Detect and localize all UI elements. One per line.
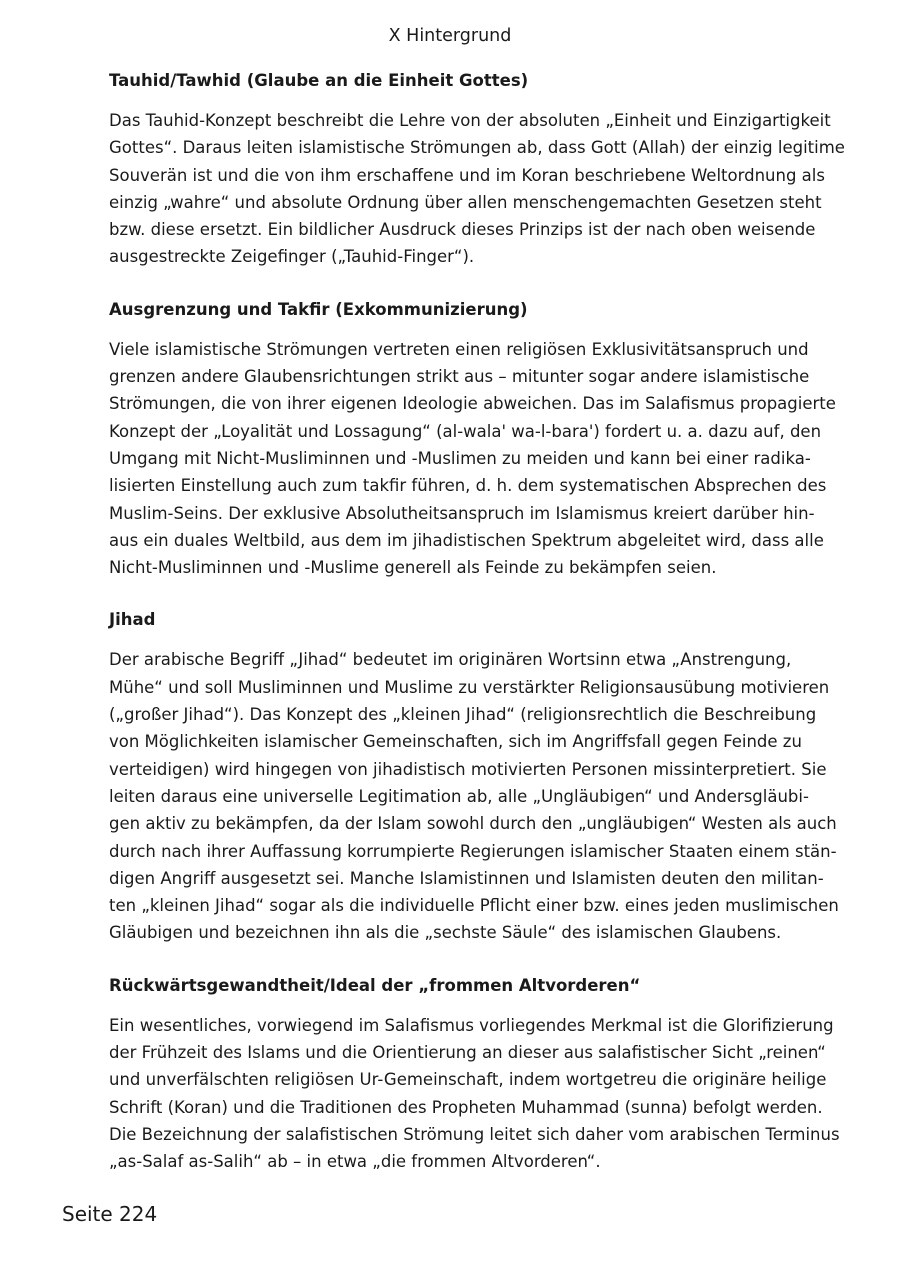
- text-line: einzig „wahre“ und absolute Ordnung über allen menschengemachten Gesetzen steht: [109, 192, 822, 212]
- text-line: aus ein duales Weltbild, aus dem im jihadistischen Spektrum abgeleitet wird, dass alle: [109, 530, 824, 550]
- text-line: Muslim-Seins. Der exklusive Absolutheitsanspruch im Islamismus kreiert darüber hin-: [109, 503, 815, 523]
- text-line: lisierten Einstellung auch zum takfir führen, d. h. dem systematischen Absprechen des: [109, 476, 827, 496]
- text-line: digen Angriff ausgesetzt sei. Manche Islamistinnen und Islamisten deuten den militan-: [109, 868, 824, 888]
- text-line: Nicht-Musliminnen und -Muslime generell als Feinde zu bekämpfen seien.: [109, 558, 717, 578]
- text-line: bzw. diese ersetzt. Ein bildlicher Ausdruck dieses Prinzips ist der nach oben weisende: [109, 220, 816, 240]
- text-line: grenzen andere Glaubensrichtungen strikt aus – mitunter sogar andere islamistische: [109, 367, 810, 387]
- text-line: ausgestreckte Zeigefinger („Tauhid-Finger“).: [109, 247, 475, 267]
- section-ausgrenzung-takfir: [109, 297, 849, 582]
- running-title: X Hintergrund: [388, 26, 512, 46]
- page-content: [109, 68, 849, 1176]
- text-line: Gläubigen und bezeichnen ihn als die „sechste Säule“ des islamischen Glaubens.: [109, 923, 782, 943]
- text-line: der Frühzeit des Islams und die Orientierung an dieser aus salafistischer Sicht „reinen“: [109, 1043, 826, 1063]
- text-line: durch nach ihrer Auffassung korrumpierte Regierungen islamischer Staaten einem stän-: [109, 841, 837, 861]
- text-line: Souverän ist und die von ihm erschaffene und im Koran beschriebene Weltordnung als: [109, 165, 825, 185]
- section-paragraph: [109, 336, 849, 582]
- section-rueckwaertsgewandtheit: [109, 973, 849, 1176]
- text-line: Der arabische Begriff „Jihad“ bedeutet im originären Wortsinn etwa „Anstrengung,: [109, 650, 792, 670]
- section-tauhid: [109, 68, 849, 271]
- section-jihad: [109, 607, 849, 946]
- text-line: „as-Salaf as-Salih“ ab – in etwa „die frommen Altvorderen“.: [109, 1152, 601, 1172]
- text-line: („großer Jihad“). Das Konzept des „kleinen Jihad“ (religionsrechtlich die Beschreibung: [109, 705, 817, 725]
- text-line: verteidigen) wird hingegen von jihadistisch motivierten Personen missinterpretiert. Sie: [109, 759, 827, 779]
- text-line: leiten daraus eine universelle Legitimation ab, alle „Ungläubigen“ und Andersgläubi-: [109, 786, 809, 806]
- text-line: Mühe“ und soll Musliminnen und Muslime zu verstärkter Religionsausübung motivieren: [109, 677, 830, 697]
- text-line: Die Bezeichnung der salafistischen Strömung leitet sich daher vom arabischen Terminus: [109, 1124, 840, 1144]
- page-number: Seite 224: [62, 1202, 158, 1226]
- text-line: Konzept der „Loyalität und Lossagung“ (al-wala' wa-l-bara') fordert u. a. dazu auf, den: [109, 421, 822, 441]
- section-paragraph: [109, 646, 849, 946]
- text-line: Ein wesentliches, vorwiegend im Salafismus vorliegendes Merkmal ist die Glorifizierung: [109, 1015, 834, 1035]
- section-heading: Tauhid/Tawhid (Glaube an die Einheit Gottes): [109, 71, 529, 90]
- section-paragraph: [109, 107, 849, 271]
- text-line: Strömungen, die von ihrer eigenen Ideologie abweichen. Das im Salafismus propagierte: [109, 394, 836, 414]
- text-line: gen aktiv zu bekämpfen, da der Islam sowohl durch den „ungläubigen“ Westen als auch: [109, 814, 837, 834]
- text-line: Umgang mit Nicht-Musliminnen und -Muslimen zu meiden und kann bei einer radika-: [109, 448, 811, 468]
- text-line: Viele islamistische Strömungen vertreten einen religiösen Exklusivitätsanspruch und: [109, 339, 809, 359]
- section-heading: Jihad: [109, 610, 156, 630]
- text-line: von Möglichkeiten islamischer Gemeinschaften, sich im Angriffsfall gegen Feinde zu: [109, 732, 802, 752]
- text-line: Das Tauhid-Konzept beschreibt die Lehre von der absoluten „Einheit und Einzigartigkeit: [109, 111, 831, 130]
- text-line: ten „kleinen Jihad“ sogar als die individuelle Pflicht einer bzw. eines jeden muslimischen: [109, 896, 839, 916]
- section-paragraph: [109, 1012, 849, 1176]
- text-line: Gottes“. Daraus leiten islamistische Strömungen ab, dass Gott (Allah) der einzig legitime: [109, 138, 845, 158]
- text-line: und unverfälschten religiösen Ur-Gemeinschaft, indem wortgetreu die originäre heilige: [109, 1070, 827, 1090]
- section-heading: Ausgrenzung und Takfir (Exkommunizierung): [109, 299, 528, 319]
- text-line: Schrift (Koran) und die Traditionen des Propheten Muhammad (sunna) befolgt werden.: [109, 1097, 823, 1117]
- section-heading: Rückwärtsgewandtheit/Ideal der „frommen Altvorderen“: [109, 975, 641, 995]
